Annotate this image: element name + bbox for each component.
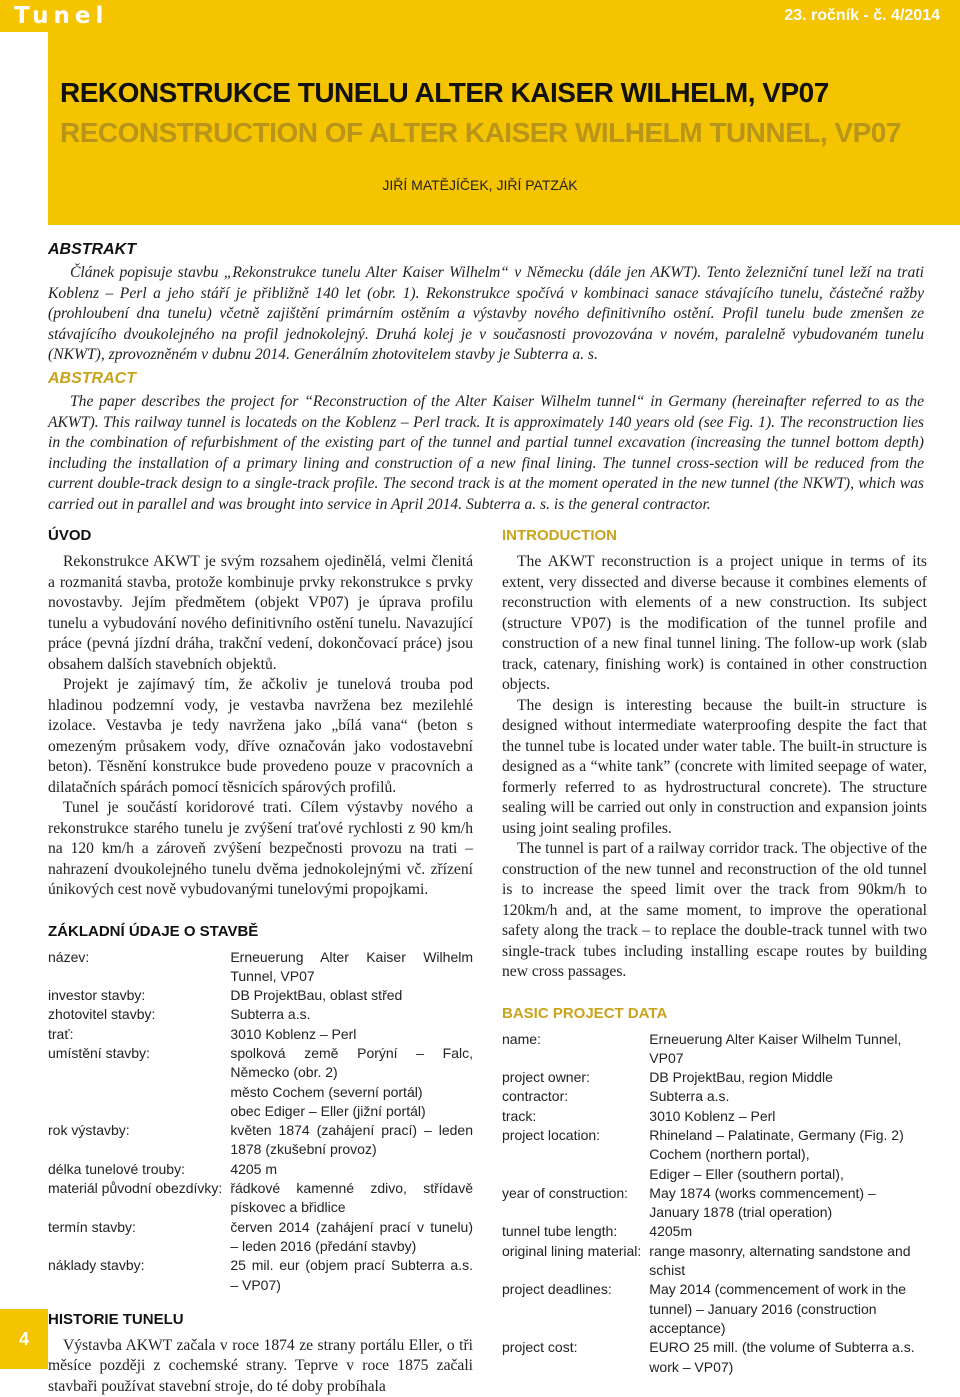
tunel-logo: Tunel [14,3,109,29]
data-label: zhotovitel stavby: [48,1006,156,1023]
data-row [48,1044,473,1121]
data-value: řádkové kamenné zdivo, střídavě pískovec a břidlice [230,1180,473,1216]
project-data-table-cz [48,948,473,1295]
data-value: EURO 25 mill. (the volume of Subterra a.s. work – VP07) [649,1339,915,1375]
data-label: project cost: [502,1339,578,1356]
data-value: spolková země Porýní – Falc, Německo (obr. 2) město Cochem (severní portál) obec Ediger – Eller (jižní portál) [230,1044,473,1119]
data-value: červen 2014 (zahájení prací v tunelu) – leden 2016 (předání stavby) [230,1218,473,1254]
data-row [48,1005,473,1024]
header-bar [0,0,960,32]
data-label: project owner: [502,1069,590,1086]
data-label: náklady stavby: [48,1257,145,1274]
data-label: umístění stavby: [48,1044,150,1061]
data-row [502,1222,927,1241]
data-label: rok výstavby: [48,1122,130,1139]
data-label: termín stavby: [48,1218,136,1235]
article-title-cz: REKONSTRUKCE TUNELU ALTER KAISER WILHELM, VP07 [60,77,829,108]
data-row [502,1338,927,1377]
data-value: 3010 Koblenz – Perl [230,1025,357,1042]
data-label: project deadlines: [502,1281,612,1298]
data-row [502,1280,927,1338]
paragraph: Výstavba AKWT začala v roce 1874 ze strany portálu Eller, o tři měsíce později z cochemské strany. Teprve v roce 1875 začali stavbaři používat stavební stroje, do té doby probíhala [48,1336,473,1395]
right-column [502,527,927,1377]
data-value: DB ProjektBau, oblast střed [230,987,403,1004]
paragraph: Tunel je součástí koridorové trati. Cílem výstavby nového a rekonstrukce starého tunelu je zvýšení traťové rychlosti z 90 km/h na 120 km/h a zároveň zvýšení bezpečnosti provozu na trati – nahrazení dvoukolejného tunelu dvěma jednokolejnými vč. zřízení únikových cest nově vybudovanými tunelovými propojkami. [48,799,473,898]
introduction-body [502,552,927,983]
issue-number: 23. ročník - č. 4/2014 [784,7,940,24]
data-value: Erneuerung Alter Kaiser Wilhelm Tunnel, VP07 [649,1030,902,1066]
authors: JIŘÍ MATĚJÍČEK, JIŘÍ PATZÁK [382,177,578,193]
section-heading-introduction: INTRODUCTION [502,527,617,544]
data-label: original lining material: [502,1242,642,1259]
data-label: project location: [502,1126,601,1143]
page-number: 4 [0,1309,48,1369]
data-value: May 2014 (commencement of work in the tunnel) – January 2016 (construction acceptance) [649,1281,907,1336]
data-label: contractor: [502,1088,569,1105]
abstract-en-text: The paper describes the project for “Reconstruction of the Alter Kaiser Wilhelm tunnel“ in Germany (hereinafter referred to as the AKWT). This railway tunnel is locateds on the Koblenz – Perl track. It is approximately 140 years old (see Fig. 1). The reconstruction lies in the combination of refurbishment of the existing part of the tunnel and partial tunnel excavation (increasing the tunnel bottom depth) including the installation of a primary lining and construction of a new final lining. The tunnel cross-section will be reduced from the current double-track design to a single-track profile. The second track is at the moment operated in the new tunnel (the NKWT), which was carried out in parallel and was brought into service in April 2014. Subterra a. s. is the general contractor. [48,393,924,513]
data-label: materiál původní obezdívky: [48,1180,223,1197]
data-row [48,1160,473,1179]
data-label: tunnel tube length: [502,1223,618,1240]
data-value: DB ProjektBau, region Middle [649,1069,833,1086]
paragraph: The design is interesting because the built-in structure is designed without intermediate waterproofing despite the fact that the tunnel tube is located under water table. The built-in structure is designed as a “white tank” (concrete with limited seepage of water, formerly referred to as hydrostructural concrete). The structure sealing will be carried out only in construction and expansion joints using joint sealing profiles. [502,696,927,837]
data-value: Erneuerung Alter Kaiser Wilhelm Tunnel, VP07 [230,948,473,984]
abstract-cz-text: Článek popisuje stavbu „Rekonstrukce tunelu Alter Kaiser Wilhelm“ v Německu (dále jen AKWT). Tento železniční tunel leží na trati Koblenz – Perl a jeho stáří je přibližně 140 let (obr. 1). Rekonstrukce spočívá v kombinaci sanace stávajícího tunelu, částečné ražby (prohloubení dna tunelu) včetně zajištění primárním ostěním a výstavby nového definitivního ostění. Profil tunelu bude zmenšen ze stávajícího dvoukolejného na profil jednokolejný. Druhá kolej je v současnosti provozována v novém, paralelně vybudovaném tunelu (NKWT), zprovozněném v dubnu 2014. Generálním zhotovitelem stavby je Subterra a. s. [48,264,924,363]
section-heading-basic-data: BASIC PROJECT DATA [502,1004,668,1022]
uvod-body [48,552,473,901]
data-row [48,1025,473,1044]
data-value: Subterra a.s. [230,1006,311,1023]
data-row [502,1242,927,1281]
data-value: květen 1874 (zahájení prací) – leden 1878 (zkušební provoz) [230,1122,473,1158]
data-row [48,1218,473,1257]
data-row [502,1087,927,1106]
data-row [48,1121,473,1160]
abstract-en-heading: ABSTRACT [48,370,136,387]
article-title-en: RECONSTRUCTION OF ALTER KAISER WILHELM TUNNEL, VP07 [60,117,901,148]
historie-body [48,1336,473,1397]
data-row [48,1179,473,1218]
data-value: Subterra a.s. [649,1088,730,1105]
data-value: 25 mil. eur (objem prací Subterra a.s. – VP07) [230,1257,473,1293]
data-label: year of construction: [502,1184,629,1201]
data-value: 4205m [649,1223,693,1240]
data-label: název: [48,948,90,965]
data-label: délka tunelové trouby: [48,1160,185,1177]
data-row [502,1107,927,1126]
data-row [48,986,473,1005]
data-label: name: [502,1030,541,1047]
paragraph: Projekt je zajímavý tím, že ačkoliv je tunelová trouba pod hladinou podzemní vody, je vestavba navržena bez mezilehlé izolace. Vestavba je tedy navržena jako „bílá vana“ (beton s omezeným průsakem vody, dříve označován jako vodostavební beton). Těsnění konstrukce bude provedeno pouze v pracovních a dilatačních spárách pomocí těsnicích spárových profilů. [48,676,473,796]
left-column [48,527,473,1397]
project-data-table-en [502,1030,927,1377]
paragraph: The tunnel is part of a railway corridor track. The objective of the construction of the new tunnel and reconstruction of the old tunnel is to increase the speed limit over the track from 90km/h to 120km/h and, at the same moment, to improve the operational safety along the track – to replace the double-track tunnel with two single-track tubes including installing escape routes by building new cross passages. [502,840,927,980]
data-row [48,1256,473,1295]
abstract-en [48,392,924,515]
section-heading-historie: HISTORIE TUNELU [48,1310,184,1328]
data-value: 4205 m [230,1160,278,1177]
data-label: trať: [48,1025,74,1042]
section-heading-zakladni-udaje: ZÁKLADNÍ ÚDAJE O STAVBĚ [48,922,259,940]
abstract-cz [48,263,924,366]
data-label: track: [502,1107,537,1124]
paragraph: Rekonstrukce AKWT je svým rozsahem ojedinělá, velmi členitá a rozmanitá stavba, protože kombinuje prvky rekonstrukce s prvky novostavby. Jejím předmětem (objekt VP07) je úprava profilu tunelu a vybudování nového definitivního ostění tunelu. Navazující práce (pevná jízdní dráha, trakční vedení, dokončovací práce) jsou obsahem dalších stavebních objektů. [48,553,473,673]
section-heading-uvod: ÚVOD [48,527,92,544]
data-value: May 1874 (works commencement) – January 1878 (trial operation) [649,1184,876,1221]
abstract-cz-heading: ABSTRAKT [48,241,136,258]
data-row [502,1068,927,1087]
data-row [502,1030,927,1069]
data-value: range masonry, alternating sandstone and schist [649,1242,911,1279]
data-row [502,1126,927,1184]
data-row [502,1184,927,1223]
data-row [48,948,473,987]
paragraph: The AKWT reconstruction is a project unique in terms of its extent, very dissected and diverse because it combines elements of reconstruction with elements of a new construction. Its subject (structure VP07) is the modification of the tunnel profile and construction of a new final tunnel lining. The follow-up work (slab track, catenary, finishing work) is contained in other construction objects. [502,553,927,693]
data-label: investor stavby: [48,987,146,1004]
data-value: 3010 Koblenz – Perl [649,1107,776,1124]
data-value: Rhineland – Palatinate, Germany (Fig. 2) Cochem (northern portal), Ediger – Eller (southern portal), [649,1126,904,1182]
